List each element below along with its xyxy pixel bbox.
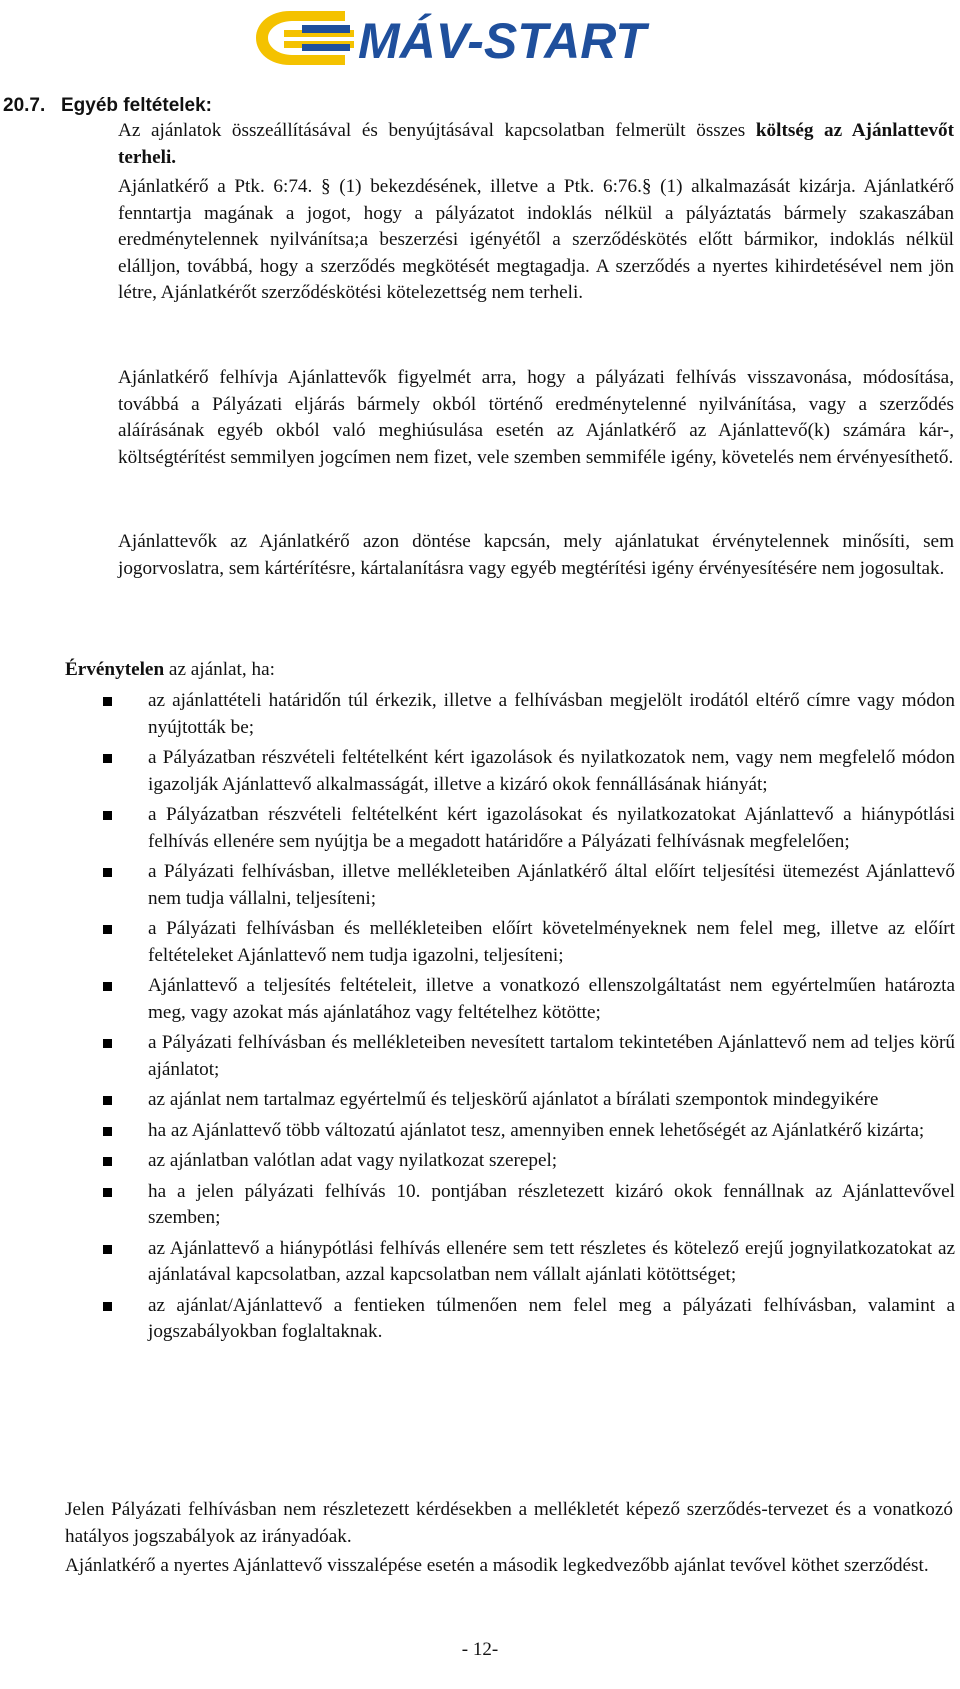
cost-paragraph xyxy=(118,118,954,171)
bullet-square-icon xyxy=(103,1127,112,1136)
bullet-square-icon xyxy=(103,925,112,934)
bullet-square-icon xyxy=(103,1245,112,1254)
list-item: az ajánlat nem tartalmaz egyértelmű és teljeskörű ajánlatot a bírálati szempontok mindegyikére xyxy=(65,1087,955,1114)
list-item: Ajánlattevő a teljesítés feltételeit, illetve a vonatkozó ellenszolgáltatást nem egyértelműen határozta meg, vagy azokat más ajánlatához vagy feltételhez kötötte; xyxy=(65,973,955,1026)
invalid-conditions-list xyxy=(65,688,955,1350)
bullet-square-icon xyxy=(103,1039,112,1048)
invalid-title-bold: Érvénytelen xyxy=(65,659,165,680)
bullet-square-icon xyxy=(103,982,112,991)
logo-wordmark: MÁV-START xyxy=(358,13,646,69)
bullet-square-icon xyxy=(103,697,112,706)
list-item: az ajánlattételi határidőn túl érkezik, illetve a felhívásban megjelölt irodától eltérő címre vagy módon nyújtották be; xyxy=(65,688,955,741)
bullet-square-icon xyxy=(103,1302,112,1311)
bullet-square-icon xyxy=(103,1188,112,1197)
invalid-title-rest: az ajánlat, ha: xyxy=(164,659,275,680)
section-title: Egyéb feltételek: xyxy=(61,95,212,116)
bullet-square-icon xyxy=(103,754,112,763)
list-item: a Pályázati felhívásban és mellékleteiben előírt követelményeknek nem felel meg, illetve az előírt feltételeket Ajánlattevő nem tudja igazolni, teljesíteni; xyxy=(65,916,955,969)
closing-paragraph-1: Jelen Pályázati felhívásban nem részletezett kérdésekben a mellékletét képező szerződés-tervezet és a vonatkozó hatályos jogszabályok az irányadóak. xyxy=(65,1499,953,1547)
attention-paragraph: Ajánlatkérő felhívja Ajánlattevők figyelmét arra, hogy a pályázati felhívás visszavonása, módosítása, továbbá a Pályázati eljárás bármely okból történő eredménytelenné nyilvánítása, vagy a szerződés aláírásának egyéb okból való meghiúsulása esetén az Ajánlatkérő az Ajánlattevő(k) számára kár-, költségtérítést semmilyen jogcímen nem fizet, vele szemben semmiféle igény, követelés nem érvényesíthető. xyxy=(118,367,954,468)
bullet-square-icon xyxy=(103,1157,112,1166)
list-item: ha az Ajánlattevő több változatú ajánlatot tesz, amennyiben ennek lehetőségét az Ajánlatkérő kizárta; xyxy=(65,1118,955,1145)
list-item: az ajánlat/Ajánlattevő a fentieken túlmenően nem felel meg a pályázati felhívásban, valamint a jogszabályokban foglaltaknak. xyxy=(65,1293,955,1346)
list-item: a Pályázatban részvételi feltételként kért igazolások és nyilatkozatok nem, vagy nem megfelelő módon igazolják Ajánlattevő alkalmasságát, illetve a kizáró okok fennállásának hiányát; xyxy=(65,745,955,798)
closing-paragraph-2: Ajánlatkérő a nyertes Ajánlattevő visszalépése esetén a második legkedvezőbb ajánlat tevővel köthet szerződést. xyxy=(65,1555,929,1576)
cost-text: Az ajánlatok összeállításával és benyújtásával kapcsolatban felmerült összes xyxy=(118,120,756,141)
invalid-decision-paragraph: Ajánlattevők az Ajánlatkérő azon döntése kapcsán, mely ajánlatukat érvénytelennek minősíti, sem jogorvoslatra, sem kártérítésre, kártalanításra vagy egyéb megtérítési igény érvényesítésére nem jogosultak. xyxy=(118,531,954,579)
mav-start-logo xyxy=(250,3,670,73)
list-item: ha a jelen pályázati felhívás 10. pontjában részletezett kizáró okok fennállnak az Ajánlattevővel szemben; xyxy=(65,1179,955,1232)
bullet-square-icon xyxy=(103,868,112,877)
section-number: 20.7. xyxy=(3,95,46,116)
cost-bold-text: költség az Ajánlattevőt terheli. xyxy=(118,120,955,168)
invalid-title xyxy=(65,659,275,681)
bullet-square-icon xyxy=(103,1096,112,1105)
list-item: az Ajánlattevő a hiánypótlási felhívás ellenére sem tett részletes és kötelező erejű jognyilatkozatokat az ajánlatával kapcsolatban, azzal kapcsolatban nem vállalt ajánlati kötöttséget; xyxy=(65,1236,955,1289)
ptk-paragraph: Ajánlatkérő a Ptk. 6:74. § (1) bekezdésének, illetve a Ptk. 6:76.§ (1) alkalmazását kizárja. Ajánlatkérő fenntartja magának a jogot, hogy a pályázatot indoklás nélkül a pályáztatás bármely szakaszában eredménytelennek nyilvánítsa;a beszerzési igényétől a szerződéskötés előtt bármikor, indoklás nélkül elálljon, továbbá, hogy a szerződés megkötését megtagadja. A szerződés a nyertes kihirdetésével nem jön létre, Ajánlatkérőt szerződéskötési kötelezettség nem terheli. xyxy=(118,176,954,303)
list-item: a Pályázatban részvételi feltételként kért igazolásokat és nyilatkozatokat Ajánlattevő a hiánypótlási felhívás ellenére sem nyújtja be a megadott határidőre a Pályázati felhívásnak megfelelően; xyxy=(65,802,955,855)
page-number: - 12- xyxy=(461,1639,499,1660)
list-item: a Pályázati felhívásban és mellékleteiben nevesített tartalom tekintetében Ajánlattevő nem ad teljes körű ajánlatot; xyxy=(65,1030,955,1083)
section-heading xyxy=(3,95,212,117)
list-item: a Pályázati felhívásban, illetve mellékleteiben Ajánlatkérő által előírt teljesítési ütemezést Ajánlattevő nem tudja vállalni, teljesíteni; xyxy=(65,859,955,912)
bullet-square-icon xyxy=(103,811,112,820)
list-item: az ajánlatban valótlan adat vagy nyilatkozat szerepel; xyxy=(65,1148,955,1175)
